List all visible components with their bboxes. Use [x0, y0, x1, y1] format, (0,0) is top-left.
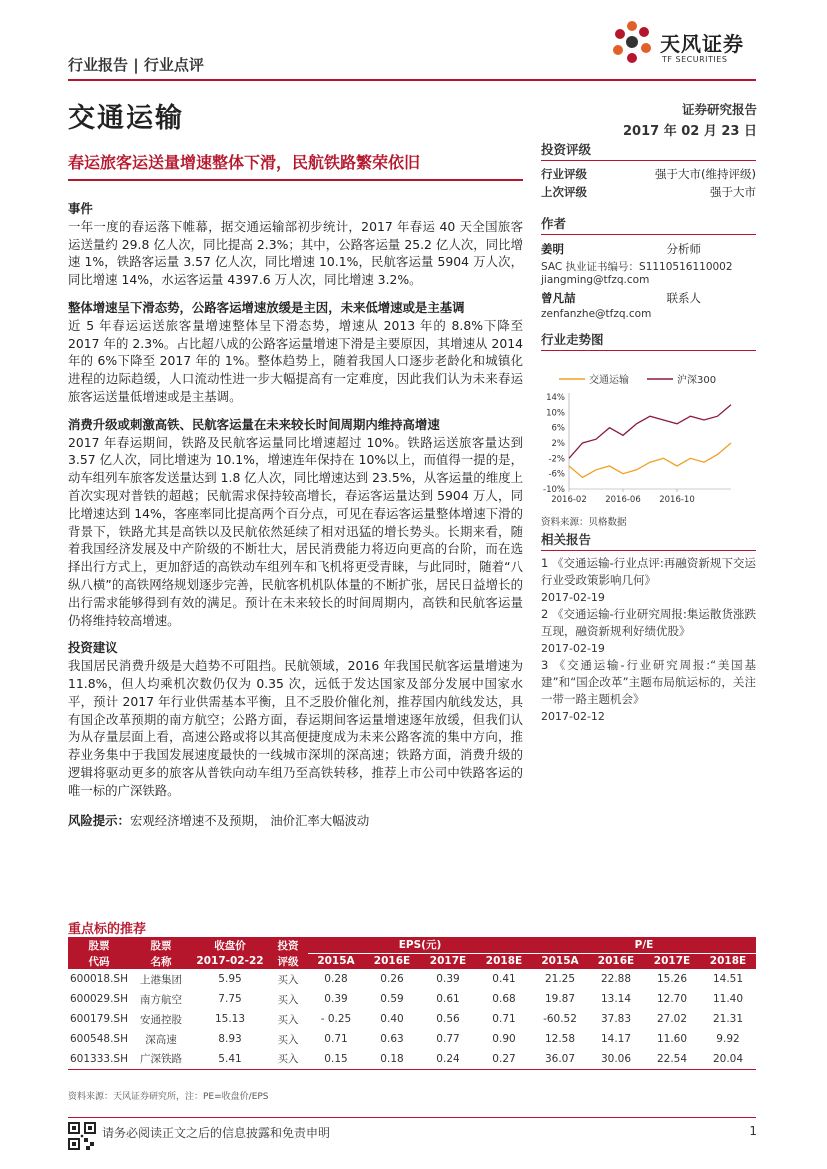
logo-en: TF SECURITIES — [662, 55, 728, 64]
table-cell: 5.95 — [218, 973, 242, 985]
y-tick-label: 2% — [551, 439, 565, 449]
prev-rating-value: 强于大市 — [710, 185, 756, 199]
y-tick-label: 10% — [546, 408, 565, 419]
page-number: 1 — [749, 1124, 757, 1138]
section-event-title: 事件 — [68, 201, 93, 216]
table-cell: 37.83 — [600, 1013, 632, 1025]
table-cell: 14.17 — [600, 1033, 632, 1045]
industry-rating-label: 行业评级 — [541, 167, 587, 181]
table-cell: 20.04 — [700, 1049, 756, 1069]
table-cell: 600018.SH — [70, 973, 128, 985]
table-cell: 21.25 — [544, 973, 576, 985]
table-cell: 0.41 — [492, 973, 516, 985]
section-consumption-body: 2017 年春运期间，铁路及民航客运量同比增速超过 10%。铁路运送旅客量达到 3.57 亿人次，同比增速为 10.1%，增速连年保持在 10%以上，而值得一提的是，动车组列车旅客发送量达到 1.8 亿人次，同比增速达到 23.5%，从客运量的维度上首次实现对普铁的超越；民航需求保持较高增长，春运客运量达到 5904 万人，同比增速达到 14%，客座率同比提高两个百分点，可见在春运客运量整体增速下滑的背景下，铁路尤其是高铁以及民航依然延续了相对迅猛的增长势头。长期来看，随着我国经济发展及中产阶级的不断壮大，居民消费能力将迈向更高的台阶，而在选择出行方式上，更加舒适的高铁动车组列车和飞机将更受青睐，与此同时，随着“八纵八横”的高铁网络规划逐步完善，民航客机机队体量的不断扩张，居民日益增长的出行需求能够得到有效的满足。预计在未来较长的时间周期内，高铁和民航客运量仍将维持较高增速。 — [68, 434, 523, 628]
author2-name: 曾凡喆 — [541, 291, 576, 305]
risk-body: 宏观经济增速不及预期， 油价汇率大幅波动 — [129, 812, 370, 828]
headline: 春运旅客运送量增速整体下滑，民航铁路繁荣依旧 — [68, 153, 421, 172]
author-box — [541, 214, 756, 320]
related-date-1: 2017-02-19 — [541, 591, 605, 604]
x-tick-label: 2016-06 — [605, 495, 641, 505]
table-cell: 0.71 — [324, 1033, 348, 1045]
section-invest-title: 投资建议 — [68, 640, 118, 656]
table-cell: 12.70 — [656, 993, 688, 1005]
th-rating: 评级 — [268, 953, 308, 969]
table-cell: 11.40 — [712, 993, 744, 1005]
th-close: 收盘价 — [192, 937, 268, 953]
table-note: 资料来源：天风证券研究所，注：PE=收盘价/EPS — [68, 1092, 269, 1102]
table-cell: 600029.SH — [70, 993, 128, 1005]
table-cell: 36.07 — [532, 1049, 588, 1069]
prev-rating-label: 上次评级 — [541, 185, 587, 199]
table-cell: 上港集团 — [140, 973, 182, 986]
th-stock: 股票 — [68, 937, 130, 953]
section-invest-body: 我国居民消费升级是大趋势不可阻挡。民航领域，2016 年我国民航客运量增速为 11.8%，但人均乘机次数仍仅为 0.35 次，远低于发达国家及部分发展中国家水平，预计 2017 年行业供需基本平衡，且不乏股价催化剂，推荐国内航线发达，具有国企改革预期的南方航空；公路方面，春运期间客运量增速逐年放缓，但我们认为从存量层面上看，高速公路或将以其高便捷度成为未来公路客流的集中方向，推荐业务集中于我国发展速度最快的一线城市深圳的深高速；铁路方面，消费升级的逻辑将驱动更多的旅客从普铁向动车组乃至高铁转移，推荐上市公司中铁路客运的唯一标的广深铁路。 — [68, 658, 523, 798]
table-cell: 9.92 — [716, 1033, 740, 1045]
related-date-3: 2017-02-12 — [541, 710, 605, 723]
table-cell: 15.13 — [214, 1013, 246, 1025]
y-tick-label: 14% — [546, 393, 565, 403]
x-tick-label: 2016-02 — [551, 495, 587, 505]
table-cell: 0.61 — [436, 993, 460, 1005]
table-cell: 深高速 — [145, 1033, 177, 1046]
table-cell: 0.39 — [436, 973, 460, 985]
headline-rule — [68, 179, 523, 181]
x-tick-label: 2016-10 — [659, 495, 695, 505]
table-cell: 11.60 — [656, 1033, 688, 1045]
related-item-2[interactable]: 2 《交通运输-行业研究周报:集运散货涨跌互现，融资新规利好绩优股》 — [541, 607, 756, 638]
th-pe-2015: 2015A — [532, 953, 588, 969]
y-tick-label: -2% — [548, 454, 565, 465]
author-title: 作者 — [541, 214, 756, 235]
table-cell: 买入 — [268, 1049, 308, 1069]
report-tag: 行业报告 | 行业点评 — [68, 56, 204, 74]
trend-title: 行业走势图 — [541, 330, 756, 351]
related-item-3[interactable]: 3 《交通运输-行业研究周报:“美国基建”和“国企改革”主题布局航运标的，关注一带一路主题机会》 — [541, 658, 756, 706]
table-cell: 15.26 — [656, 973, 688, 985]
logo — [610, 20, 760, 70]
industry-rating-value: 强于大市(维持评级) — [655, 167, 756, 181]
th-date: 2017-02-22 — [192, 953, 268, 969]
table-cell: 600179.SH — [70, 1013, 128, 1025]
related-date-2: 2017-02-19 — [541, 642, 605, 655]
table-row — [68, 1009, 756, 1029]
section-event-body: 一年一度的春运落下帷幕，据交通运输部初步统计，2017 年春运 40 天全国旅客运送量约 29.8 亿人次，同比提高 2.3%；其中，公路客运量 25.2 亿人次，同比增速 1%，铁路客运量 3.57 亿人次，同比增速 10.1%，民航客运量 5904 万人次，同比增速 14%，水运客运量 4397.6 万人次，同比增速 3.2%。 — [68, 218, 523, 288]
y-tick-label: -10% — [543, 485, 565, 495]
y-tick-label: -6% — [548, 469, 565, 480]
th-pe-2018: 2018E — [700, 953, 756, 969]
footer-disclaimer: 请务必阅读正文之后的信息披露和免责申明 — [102, 1126, 331, 1140]
series-line — [569, 405, 731, 459]
table-cell: 0.59 — [380, 993, 404, 1005]
th-eps: EPS(元) — [308, 937, 532, 953]
table-row — [68, 969, 756, 989]
th-code: 代码 — [68, 953, 130, 969]
th-eps-2017: 2017E — [420, 953, 476, 969]
table-cell: 21.31 — [712, 1013, 744, 1025]
table-cell: 27.02 — [656, 1013, 688, 1025]
th-eps-2016: 2016E — [364, 953, 420, 969]
th-eps-2018: 2018E — [476, 953, 532, 969]
th-stock2: 股票 — [130, 937, 192, 953]
section-consumption-title: 消费升级或刺激高铁、民航客运量在未来较长时间周期内维持高增速 — [68, 416, 440, 432]
table-cell: 19.87 — [544, 993, 576, 1005]
author1-cert: SAC 执业证书编号：S1110516110002 — [541, 261, 733, 273]
table-cell: 0.39 — [324, 993, 348, 1005]
logo-cn: 天风证券 — [660, 32, 744, 56]
table-cell: -60.52 — [543, 1013, 577, 1025]
footer-rule — [68, 1117, 756, 1118]
table-cell: 7.75 — [218, 993, 242, 1005]
legend-label: 沪深300 — [677, 375, 717, 386]
table-cell: 0.26 — [380, 973, 404, 985]
legend-label: 交通运输 — [589, 375, 629, 386]
th-pe-2017: 2017E — [644, 953, 700, 969]
author1-email[interactable]: jiangming@tfzq.com — [541, 274, 650, 286]
series-line — [569, 443, 731, 478]
table-cell: 南方航空 — [140, 993, 182, 1006]
table-cell: 买入 — [277, 1033, 299, 1046]
author2-email[interactable]: zenfanzhe@tfzq.com — [541, 308, 652, 320]
table-cell: 0.18 — [364, 1049, 420, 1069]
table-cell: 8.93 — [218, 1033, 242, 1045]
section-trend-title: 整体增速呈下滑态势，公路客运增速放缓是主因，未来低增速或是主基调 — [68, 299, 465, 315]
industry-rating — [541, 165, 756, 183]
main-content — [68, 200, 523, 829]
related-box — [541, 530, 756, 725]
table-cell: 0.56 — [436, 1013, 460, 1025]
risk-note — [68, 812, 523, 830]
table-cell: 22.88 — [600, 973, 632, 985]
report-date: 2017 年 02 月 23 日 — [623, 124, 757, 139]
logo-mark-icon — [610, 20, 656, 68]
table-cell: 广深铁路 — [130, 1049, 192, 1069]
th-eps-2015: 2015A — [308, 953, 364, 969]
trend-chart — [541, 357, 756, 512]
related-title: 相关报告 — [541, 530, 756, 551]
sector-title: 交通运输 — [68, 103, 184, 134]
table-row — [68, 1029, 756, 1049]
author2-role: 联系人 — [666, 291, 701, 305]
th-invest: 投资 — [268, 937, 308, 953]
table-cell: 0.40 — [380, 1013, 404, 1025]
table-cell: 0.77 — [436, 1033, 460, 1045]
table-cell: 0.71 — [492, 1013, 516, 1025]
author1-name: 姜明 — [541, 242, 564, 256]
table-cell: 12.58 — [544, 1033, 576, 1045]
header-rule — [68, 79, 756, 81]
table-row — [68, 1049, 756, 1069]
author1-role: 分析师 — [666, 242, 701, 256]
table-cell: 601333.SH — [68, 1049, 130, 1069]
related-item-1[interactable]: 1 《交通运输-行业点评:再融资新规下交运行业受政策影响几何》 — [541, 556, 756, 587]
th-pe-2016: 2016E — [588, 953, 644, 969]
th-name: 名称 — [130, 953, 192, 969]
y-tick-label: 6% — [551, 423, 565, 434]
table-cell: 安通控股 — [140, 1013, 182, 1026]
risk-label: 风险提示： — [68, 812, 130, 828]
table-header-row-2 — [68, 953, 756, 969]
table-cell: 0.15 — [308, 1049, 364, 1069]
table-title: 重点标的推荐 — [68, 922, 147, 937]
table-cell: 买入 — [277, 973, 299, 986]
table-row — [68, 989, 756, 1009]
qr-code-icon — [68, 1122, 96, 1150]
report-type: 证券研究报告 — [681, 102, 757, 117]
table-cell: 买入 — [277, 1013, 299, 1026]
table-cell: 0.63 — [380, 1033, 404, 1045]
table-cell: 30.06 — [588, 1049, 644, 1069]
table-cell: 0.24 — [420, 1049, 476, 1069]
table-header-row-1 — [68, 937, 756, 953]
chart-source: 资料来源：贝格数据 — [541, 517, 627, 528]
table-cell: 0.68 — [492, 993, 516, 1005]
table-cell: 5.41 — [192, 1049, 268, 1069]
table-cell: 0.27 — [476, 1049, 532, 1069]
table-cell: 14.51 — [712, 973, 744, 985]
prev-rating — [541, 183, 756, 201]
th-pe: P/E — [532, 937, 756, 953]
recommend-table — [68, 937, 756, 1070]
table-cell: 600548.SH — [70, 1033, 128, 1045]
table-cell: 0.90 — [492, 1033, 516, 1045]
rating-title: 投资评级 — [541, 140, 756, 161]
table-cell: 买入 — [277, 993, 299, 1006]
table-cell: - 0.25 — [320, 1013, 352, 1025]
table-cell: 22.54 — [644, 1049, 700, 1069]
table-cell: 13.14 — [600, 993, 632, 1005]
rating-box — [541, 140, 756, 201]
table-cell: 0.28 — [324, 973, 348, 985]
trend-box — [541, 330, 756, 528]
section-trend-body: 近 5 年春运运送旅客量增速整体呈下滑态势，增速从 2013 年的 8.8%下降至 2017 年的 2.3%。占比超八成的公路客运量增速下滑是主要原因，其增速从 2014 年的 6%下降至 2017 年的 1%。整体趋势上，随着我国人口逐步老龄化和城镇化进程的边际趋缓，人口流动性进一步大幅提高有一定难度，因此我们认为未来春运旅客运送量低增速或是主基调。 — [68, 317, 523, 404]
